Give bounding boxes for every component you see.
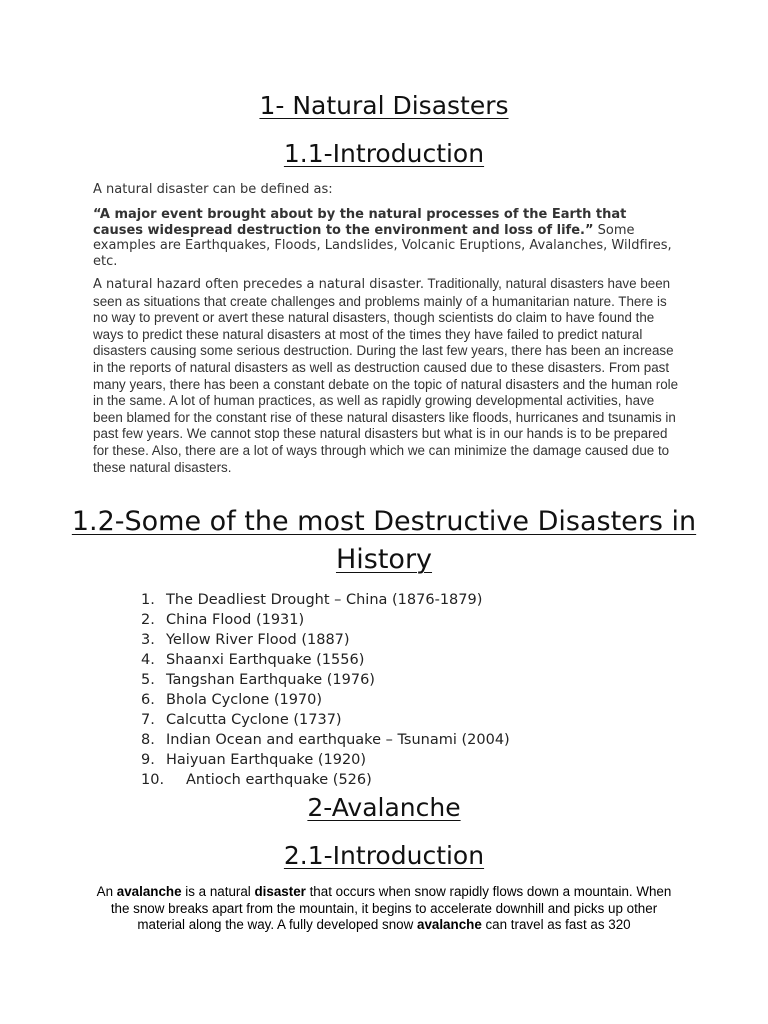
heading-introduction: 1.1-Introduction [283, 139, 485, 168]
list-item-text: Antioch earthquake (526) [186, 772, 372, 788]
heading-avalanche: 2-Avalanche [307, 793, 461, 822]
list-item [141, 590, 510, 610]
list-item-number: 8. [141, 732, 155, 748]
intro-paragraph-lead: A natural hazard often precedes a natural disaster. [93, 277, 424, 292]
list-item [141, 610, 510, 630]
list-item [141, 750, 510, 770]
list-item-number: 4. [141, 652, 155, 668]
list-item-number: 5. [141, 672, 155, 688]
list-item-text: Bhola Cyclone (1970) [166, 692, 323, 708]
list-item-text: Shaanxi Earthquake (1556) [166, 652, 365, 668]
definition-quote [93, 207, 678, 269]
avalanche-keyword: avalanche [116, 884, 182, 899]
list-item [141, 670, 510, 690]
list-item [141, 650, 510, 670]
heading-natural-disasters: 1- Natural Disasters [259, 91, 509, 120]
intro-paragraph [93, 276, 679, 476]
definition-examples: Some examples are Earthquakes, Floods, Landslides, Volcanic Eruptions, Avalanches, Wildfires, etc. [93, 222, 672, 269]
definition-lead: A natural disaster can be defined as: [93, 182, 333, 197]
avalanche-keyword: disaster [254, 884, 306, 899]
list-item-text: Calcutta Cyclone (1737) [166, 712, 342, 728]
list-item-text: Tangshan Earthquake (1976) [166, 672, 375, 688]
list-item-text: China Flood (1931) [166, 612, 305, 628]
list-item-number: 6. [141, 692, 155, 708]
list-item-number: 2. [141, 612, 155, 628]
list-item-number: 1. [141, 592, 155, 608]
list-item-number: 9. [141, 752, 155, 768]
list-item-text: Indian Ocean and earthquake – Tsunami (2004) [166, 732, 510, 748]
list-item [141, 770, 510, 790]
avalanche-paragraph [88, 884, 680, 934]
list-item-text: The Deadliest Drought – China (1876-1879) [166, 592, 483, 608]
list-item-number: 7. [141, 712, 155, 728]
list-item [141, 730, 510, 750]
avalanche-text: is a natural [181, 884, 255, 899]
list-item [141, 630, 510, 650]
list-item-text: Yellow River Flood (1887) [166, 632, 350, 648]
avalanche-keyword: avalanche [417, 917, 482, 933]
intro-paragraph-body: Traditionally, natural disasters have been seen as situations that create challenges and problems mainly of a humanitarian nature. There is no way to prevent or avert these natural disasters, though scientists do claim to have found the ways to predict these natural disasters at most of the times they have failed to predict natural disasters causing some serious destruction. During the last few years, there has been an increase in the reports of natural disasters as well as destruction caused due to these disasters. From past many years, there has been a constant debate on the topic of natural disasters and the human role in the same. A lot of human practices, as well as rapidly growing developmental activities, have been blamed for the constant rise of these natural disasters like floods, hurricanes and tsunamis in past few years. We cannot stop these natural disasters but what is in our hands is to be prepared for these. Also, there are a lot of ways through which we can minimize the damage caused due to these natural disasters. [93, 276, 679, 475]
list-item [141, 690, 510, 710]
avalanche-text: can travel as fast as 320 [481, 917, 631, 933]
list-item-text: Haiyuan Earthquake (1920) [166, 752, 367, 768]
list-item [141, 710, 510, 730]
list-item-number: 3. [141, 632, 155, 648]
heading-destructive-disasters: 1.2-Some of the most Destructive Disasters in History [71, 506, 697, 575]
avalanche-text: that occurs when snow rapidly flows down a mountain. When the snow breaks apart from the mountain, it begins to accelerate downhill and picks up other material along the way. A fully developed snow [110, 884, 672, 933]
definition-quote-bold: “A major event brought about by the natural processes of the Earth that causes widespread destruction to the environment and loss of life.” [93, 207, 627, 238]
heading-avalanche-introduction: 2.1-Introduction [283, 841, 485, 870]
disaster-list [141, 590, 510, 790]
list-item-number: 10. [141, 772, 165, 788]
avalanche-text: An [96, 884, 117, 899]
